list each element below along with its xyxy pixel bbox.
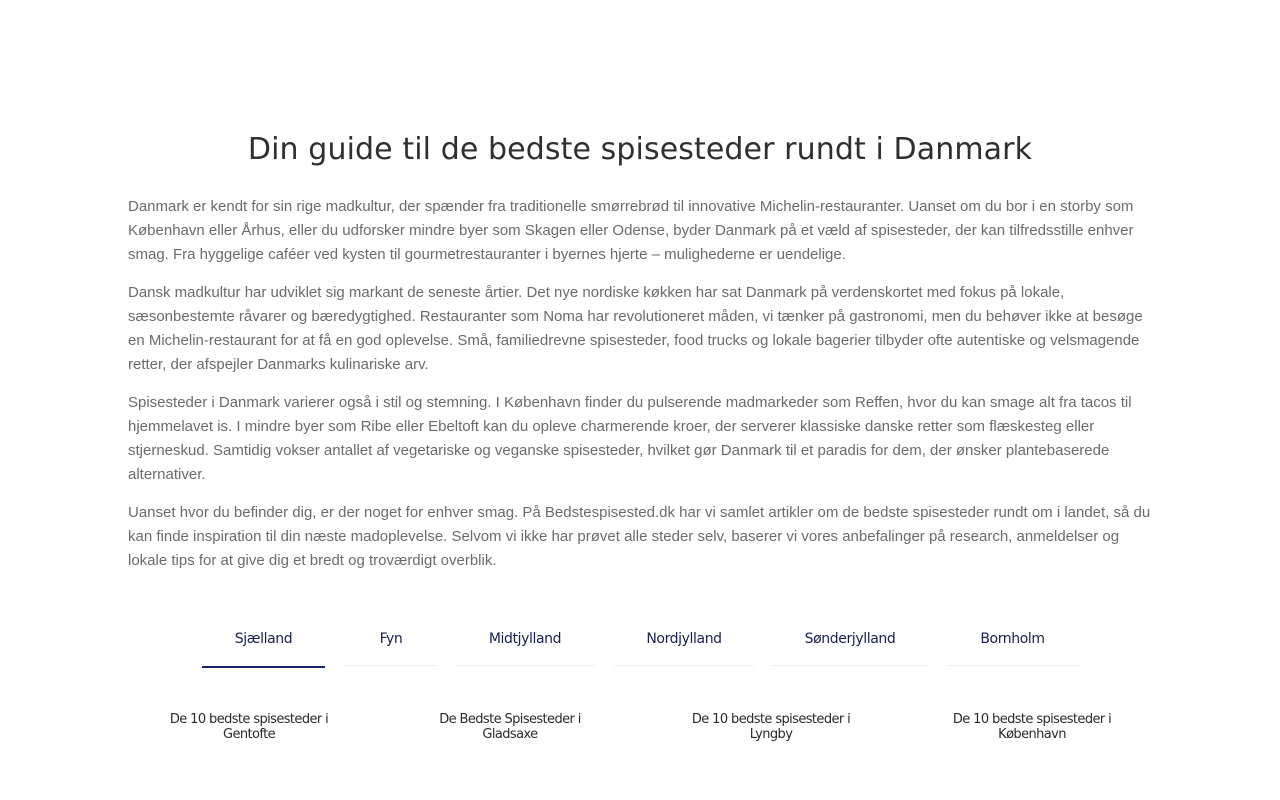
tab-sonderjylland[interactable]: Sønderjylland	[772, 616, 928, 666]
intro-text	[128, 195, 1152, 587]
article-card-title[interactable]	[400, 712, 620, 742]
tab-fyn[interactable]: Fyn	[345, 616, 437, 666]
article-card-title[interactable]	[922, 712, 1142, 742]
tab-midtjylland[interactable]: Midtjylland	[455, 616, 595, 666]
card-title-line: De Bedste Spisesteder i	[439, 712, 581, 727]
intro-paragraph: Spisesteder i Danmark varierer også i stil og stemning. I København finder du pulserende madmarkeder som Reffen, hvor du kan smage alt fra tacos til hjemmelavet is. I mindre byer som Ribe eller Ebeltoft kan du opleve charmerende kroer, der serverer klassiske danske retter som flæskesteg eller stjerneskud. Samtidig vokser antallet af vegetariske og veganske spisesteder, hvilket gør Danmark til et paradis for dem, der ønsker plantebaserede alternativer.	[128, 394, 1132, 483]
card-title-line: De 10 bedste spisesteder i	[691, 712, 851, 727]
intro-paragraph: Dansk madkultur har udviklet sig markant de seneste årtier. Det nye nordiske køkken har sat Danmark på verdenskortet med fokus på lokale, sæsonbestemte råvarer og bæredygtighed. Restauranter som Noma har revolutioneret måden, vi tænker på gastronomi, men du behøver ikke at besøge en Michelin-restaurant for at få en god oplevelse. Små, familiedrevne spisesteder, food trucks og lokale bagerier tilbyder ofte autentiske og velsmagende retter, der afspejler Danmarks kulinariske arv.	[128, 284, 1143, 373]
card-title-line: Gentofte	[222, 727, 275, 742]
card-title-line: København	[998, 727, 1066, 742]
intro-paragraph: Uanset hvor du befinder dig, er der noget for enhver smag. På Bedstespisested.dk har vi samlet artikler om de bedste spisesteder rundt om i landet, så du kan finde inspiration til din næste madoplevelse. Selvom vi ikke har prøvet alle steder selv, baserer vi vores anbefalinger på research, anmeldelser og lokale tips for at give dig et bredt og troværdigt overblik.	[128, 504, 1151, 569]
article-card-title[interactable]	[139, 712, 359, 742]
region-tabs	[0, 616, 1280, 668]
card-title-line: Lyngby	[749, 727, 793, 742]
tab-bornholm[interactable]: Bornholm	[946, 616, 1079, 666]
intro-paragraph: Danmark er kendt for sin rige madkultur, der spænder fra traditionelle smørrebrød til innovative Michelin-restauranter. Uanset om du bor i en storby som København eller Århus, eller du udforsker mindre byer som Skagen eller Odense, byder Danmark på et væld af spisesteder, der kan tilfredsstille enhver smag. Fra hyggelige caféer ved kysten til gourmetrestauranter i byernes hjerte – mulighederne er uendelige.	[128, 198, 1134, 263]
tab-nordjylland[interactable]: Nordjylland	[614, 616, 754, 666]
card-title-line: Gladsaxe	[482, 727, 538, 742]
tab-sjaelland[interactable]: Sjælland	[202, 616, 325, 668]
card-title-line: De 10 bedste spisesteder i	[952, 712, 1112, 727]
page-title: Din guide til de bedste spisesteder rundt i Danmark	[247, 132, 1033, 167]
card-title-line: De 10 bedste spisesteder i	[169, 712, 329, 727]
article-card-title[interactable]	[661, 712, 881, 742]
